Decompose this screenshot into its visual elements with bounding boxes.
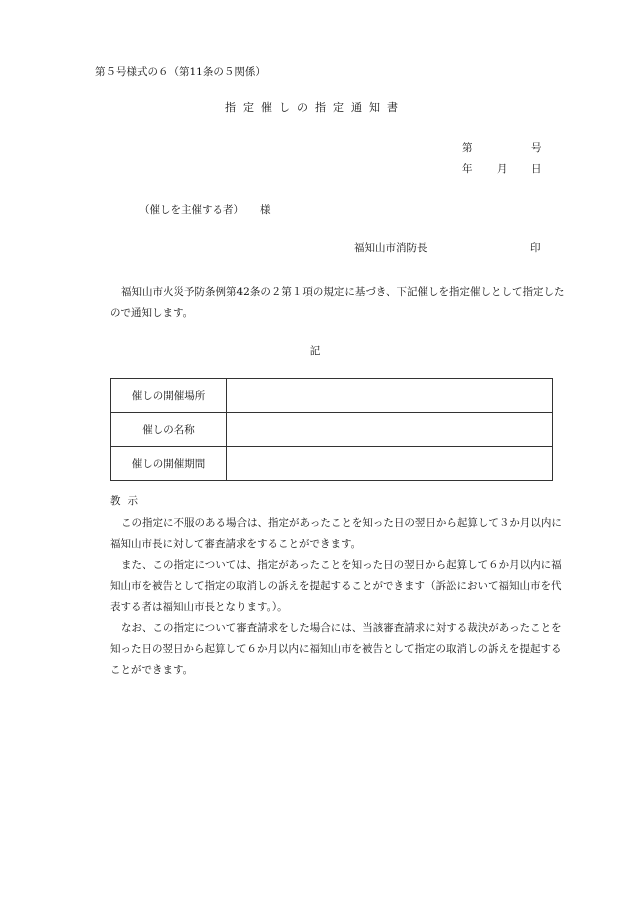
seal-mark: 印: [530, 242, 541, 254]
notice-paragraph: なお、この指定について審査請求をした場合には、当該審査請求に対する裁決があったことを知った日の翌日から起算して６か月以内に福知山市を被告として指定の取消しの訴えを提起することができます。: [110, 622, 562, 676]
row-value-venue: [227, 379, 553, 413]
number-suffix: 号: [531, 142, 542, 154]
form-id: 第５号様式の６（第11条の５関係）: [95, 66, 266, 78]
notice-heading: 教示: [110, 495, 145, 507]
row-value-period: [227, 447, 553, 481]
date-day-label: 日: [531, 163, 542, 175]
table-row: [111, 447, 553, 481]
event-info-table: [110, 378, 553, 481]
issuer-name: 福知山市消防長: [354, 242, 428, 254]
number-prefix: 第: [462, 142, 473, 154]
row-value-name: [227, 413, 553, 447]
table-row: [111, 379, 553, 413]
notice-paragraph: この指定に不服のある場合は、指定があったことを知った日の翌日から起算して３か月以内に福知山市長に対して審査請求をすることができます。: [110, 517, 562, 550]
table-row: [111, 413, 553, 447]
addressee-honorific: 様: [260, 204, 271, 216]
document-title: 指定催しの指定通知書: [225, 101, 405, 114]
notice-body: [110, 513, 570, 681]
ki-heading: 記: [309, 345, 321, 357]
row-label-name: 催しの名称: [111, 413, 227, 447]
addressee-label: （催しを主催する者）: [139, 204, 244, 216]
row-label-period: 催しの開催期間: [111, 447, 227, 481]
date-month-label: 月: [497, 163, 508, 175]
notice-paragraph: また、この指定については、指定があったことを知った日の翌日から起算して６か月以内に福知山市を被告として指定の取消しの訴えを提起することができます（訴訟において福知山市を代表する者は福知山市長となります。）。: [110, 559, 562, 613]
row-label-venue: 催しの開催場所: [111, 379, 227, 413]
body-text: 福知山市火災予防条例第42条の２第１項の規定に基づき、下記催しを指定催しとして指定したので通知します。: [110, 286, 565, 319]
date-year-label: 年: [462, 163, 473, 175]
